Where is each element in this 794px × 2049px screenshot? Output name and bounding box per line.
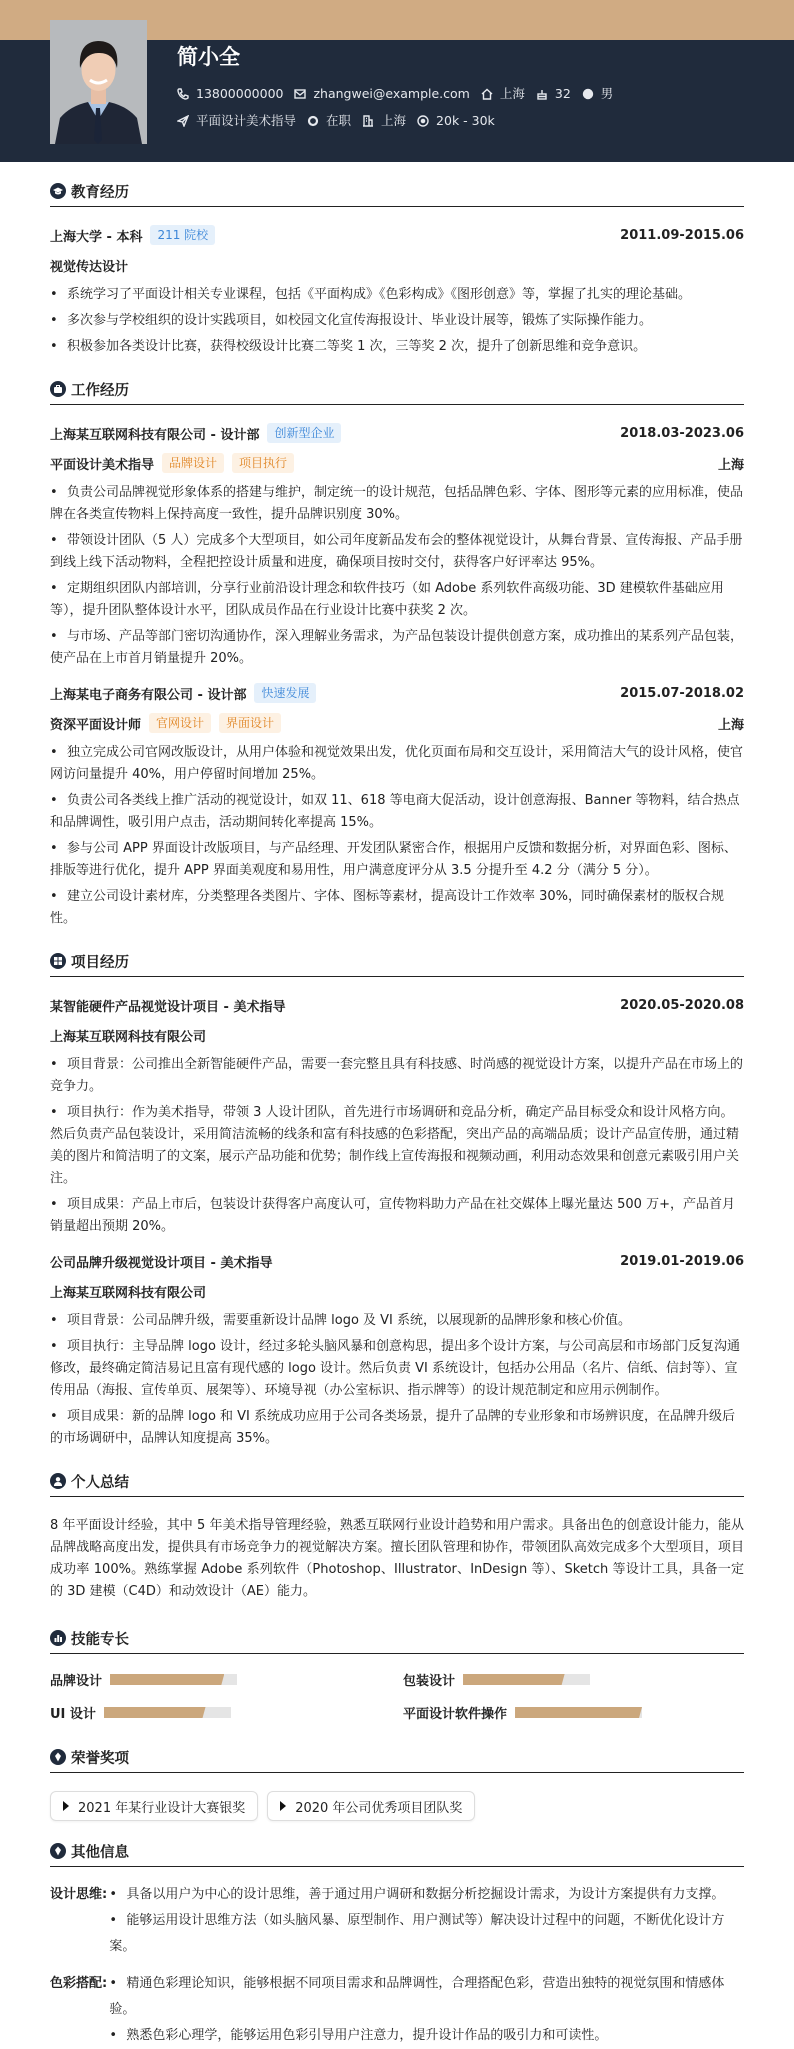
skill-bar-fill: [110, 1674, 224, 1685]
send-icon: [177, 115, 189, 127]
list-item: • 积极参加各类设计比赛，获得校级设计比赛二等奖 1 次，三等奖 2 次，提升了创新思维和竞争意识。: [50, 339, 647, 354]
projects-section: [50, 949, 744, 1450]
building-icon: [362, 115, 374, 127]
work-date: 2015.07-2018.02: [620, 685, 744, 701]
project-header: [50, 990, 744, 1020]
salary-text: 20k - 30k: [436, 113, 495, 128]
school-name: 上海大学 - 本科: [50, 229, 143, 245]
other-section: [50, 1839, 744, 2049]
list-item: • 项目执行：主导品牌 logo 设计，经过多轮头脑风暴和创意构思，提出多个设计方案，与公司高层和市场部门反复沟通修改，最终确定简洁易记且富有现代感的 logo 设计。然后负责 VI 系统设计，包括办公用品（名片、信纸、信封等）、宣传用品（海报、宣传单页、展架等）、环境导视（办公室标识、指示牌等）的设计规范制定和应用示例制作。: [50, 1339, 741, 1398]
status-item: [307, 112, 351, 130]
list-item: • 项目背景：公司推出全新智能硬件产品，需要一套完整且具有科技感、时尚感的视觉设计方案，以提升产品在市场上的竞争力。: [50, 1057, 744, 1094]
skill-tag: 官网设计: [149, 713, 211, 733]
triangle-icon: [280, 1801, 286, 1811]
award-chip: 2021 年某行业设计大赛银奖: [50, 1791, 258, 1821]
profile-photo: [50, 20, 147, 144]
gender-item: [582, 85, 614, 103]
job-item: [177, 112, 296, 130]
salary-item: [417, 112, 495, 130]
skill-tag: 项目执行: [232, 453, 294, 473]
skill-tag: 界面设计: [219, 713, 281, 733]
skill-item: 品牌设计: [50, 1668, 403, 1691]
project-header: [50, 1246, 744, 1276]
user-icon: [50, 1473, 66, 1489]
list-item: • 带领设计团队（5 人）完成多个大型项目，如公司年度新品发布会的整体视觉设计，从舞台背景、宣传海报、产品手册到线上线下活动物料，全程把控设计质量和进度，确保项目按时交付，获得客户好评率达 95%。: [50, 533, 743, 570]
section-title: 项目经历: [50, 949, 744, 977]
work-bullets: [50, 742, 744, 930]
education-bullets: [50, 284, 744, 358]
project-title: 公司品牌升级视觉设计项目 - 美术指导: [50, 1255, 273, 1271]
project-title: 某智能硬件产品视觉设计项目 - 美术指导: [50, 999, 286, 1015]
list-item: • 多次参与学校组织的设计实践项目，如校园文化宣传海报设计、毕业设计展等，锻炼了实际操作能力。: [50, 313, 653, 328]
gender-text: 男: [600, 86, 614, 101]
role-name: 平面设计美术指导: [50, 457, 155, 473]
work-city: 上海: [717, 717, 744, 733]
age-text: 32: [554, 86, 571, 101]
skill-item: 平面设计软件操作: [403, 1701, 744, 1724]
job-text: 平面设计美术指导: [196, 113, 297, 128]
briefcase-icon: [50, 381, 66, 397]
work-city-item: [362, 112, 406, 130]
section-title: 技能专长: [50, 1626, 744, 1654]
age-item: [536, 85, 571, 103]
work-section: [50, 377, 744, 930]
education-section: [50, 179, 744, 358]
skill-bar-fill: [515, 1707, 642, 1718]
job-row: [177, 112, 506, 130]
list-item: • 独立完成公司官网改版设计，从用户体验和视觉效果出发，优化页面布局和交互设计，采用简洁大气的设计风格，使官网访问量提升 40%，用户停留时间增加 25%。: [50, 745, 744, 782]
skill-bar: [110, 1674, 237, 1685]
project-date: 2020.05-2020.08: [620, 997, 744, 1013]
education-date: 2011.09-2015.06: [620, 227, 744, 243]
other-group: 色彩搭配: • 精通色彩理论知识，能够根据不同项目需求和品牌调性，合理搭配色彩，营造出独特的视觉氛围和情感体验。 • 熟悉色彩心理学，能够运用色彩引导用户注意力，提升设计作品的吸引力和可读性。: [50, 1971, 744, 2049]
cake-icon: [536, 88, 548, 100]
company-name: 上海某互联网科技有限公司 - 设计部: [50, 427, 260, 443]
company-name: 上海某电子商务有限公司 - 设计部: [50, 687, 247, 703]
bar-chart-icon: [50, 1630, 66, 1646]
phone-item: [177, 85, 283, 103]
work-role-row: [50, 708, 744, 738]
project-company: 上海某互联网科技有限公司: [50, 1285, 207, 1301]
list-item: • 负责公司品牌视觉形象体系的搭建与维护，制定统一的设计规范，包括品牌色彩、字体、图形等元素的应用标准，使品牌在各类宣传物料上保持高度一致性，提升品牌识别度 30%。: [50, 485, 744, 522]
skill-item: 包装设计: [403, 1668, 744, 1691]
work-city: 上海: [717, 457, 744, 473]
skills-section: [50, 1626, 744, 1724]
company-tag: 创新型企业: [267, 423, 341, 443]
awards-section: [50, 1745, 744, 1821]
list-item: • 熟悉色彩心理学，能够运用色彩引导用户注意力，提升设计作品的吸引力和可读性。: [109, 2028, 608, 2043]
skill-bar-fill: [104, 1707, 206, 1718]
section-title: 工作经历: [50, 377, 744, 405]
summary-text: 8 年平面设计经验，其中 5 年美术指导管理经验，熟悉互联网行业设计趋势和用户需求。具备出色的创意设计能力，能从品牌战略高度出发，提供具有市场竞争力的视觉解决方案。擅长团队管理和协作，带领团队高效完成多个大型项目，项目成功率 100%。熟练掌握 Adobe 系列软件（Photoshop、Illustrator、InDesign 等）、Sketch 等设计工具，具备一定的 3D 建模（C4D）和动效设计（AE）能力。: [50, 1518, 744, 1599]
list-item: • 定期组织团队内部培训，分享行业前沿设计理念和软件技巧（如 Adobe 系列软件高级功能、3D 建模软件基础应用等），提升团队整体设计水平，团队成员作品在行业设计比赛中获奖 2 次。: [50, 581, 724, 618]
skill-bar: [515, 1707, 642, 1718]
list-item: • 能够运用设计思维方法（如头脑风暴、原型制作、用户测试等）解决设计过程中的问题，不断优化设计方案。: [109, 1913, 725, 1954]
company-tag: 快速发展: [254, 683, 316, 703]
gender-icon: [582, 88, 594, 100]
work-entry-header: [50, 678, 744, 708]
skills-grid: [50, 1668, 744, 1724]
resume-header: [0, 0, 794, 162]
list-item: • 系统学习了平面设计相关专业课程，包括《平面构成》《色彩构成》《图形创意》等，掌握了扎实的理论基础。: [50, 287, 692, 302]
section-title: 个人总结: [50, 1469, 744, 1497]
project-date: 2019.01-2019.06: [620, 1253, 744, 1269]
list-item: • 参与公司 APP 界面设计改版项目，与产品经理、开发团队紧密合作，根据用户反馈和数据分析，对界面色彩、图标、排版等进行优化，提升 APP 界面美观度和易用性，用户满意度评分从 3.5 分提升至 4.2 分（满分 5 分）。: [50, 841, 737, 878]
mail-icon: [294, 88, 306, 100]
list-item: • 建立公司设计素材库，分类整理各类图片、字体、图标等素材，提高设计工作效率 30%，同时确保素材的版权合规性。: [50, 889, 725, 926]
skill-tag: 品牌设计: [162, 453, 224, 473]
list-item: • 项目执行：作为美术指导，带领 3 人设计团队，首先进行市场调研和竞品分析，确定产品目标受众和设计风格方向。然后负责产品包装设计，采用简洁流畅的线条和富有科技感的色彩搭配，突出产品的高端品质；设计产品宣传册，通过精美的图片和简洁明了的文案，展示产品功能和优势；制作线上宣传海报和视频动画，利用动态效果和创意元素吸引用户关注。: [50, 1105, 740, 1186]
home-icon: [481, 88, 493, 100]
section-title: 荣誉奖项: [50, 1745, 744, 1773]
award-icon: [50, 1749, 66, 1765]
list-item: • 项目成果：产品上市后，包装设计获得客户高度认可，宣传物料助力产品在社交媒体上曝光量达 500 万+，产品首月销量超出预期 20%。: [50, 1197, 735, 1234]
status-icon: [307, 115, 319, 127]
list-item: • 负责公司各类线上推广活动的视觉设计，如双 11、618 等电商大促活动，设计创意海报、Banner 等物料，结合热点和品牌调性，吸引用户点击，活动期间转化率提高 15%。: [50, 793, 740, 830]
other-info: [50, 1882, 744, 2049]
role-name: 资深平面设计师: [50, 717, 142, 733]
section-title: 其他信息: [50, 1839, 744, 1867]
list-item: • 项目成果：新的品牌 logo 和 VI 系统成功应用于公司各类场景，提升了品牌的专业形象和市场辨识度，在品牌升级后的市场调研中，品牌认知度提高 35%。: [50, 1409, 736, 1446]
skill-item: UI 设计: [50, 1701, 403, 1724]
status-text: 在职: [326, 113, 352, 128]
email-text: zhangwei@example.com: [313, 86, 470, 101]
work-date: 2018.03-2023.06: [620, 425, 744, 441]
skill-bar: [463, 1674, 590, 1685]
project-bullets: [50, 1054, 744, 1238]
award-chip: 2020 年公司优秀项目团队奖: [267, 1791, 475, 1821]
email-item: [294, 85, 469, 103]
skill-bar-fill: [463, 1674, 565, 1685]
awards-list: [50, 1791, 744, 1821]
grid-icon: [50, 953, 66, 969]
city-item: [481, 85, 525, 103]
section-title: 教育经历: [50, 179, 744, 207]
candidate-name: 简小全: [177, 45, 240, 69]
phone-text: 13800000000: [196, 86, 284, 101]
salary-icon: [417, 115, 429, 127]
list-item: • 与市场、产品等部门密切沟通协作，深入理解业务需求，为产品包装设计提供创意方案，成功推出的某系列产品包装，使产品在上市首月销量提升 20%。: [50, 629, 744, 666]
project-company: 上海某互联网科技有限公司: [50, 1029, 207, 1045]
work-city-text: 上海: [381, 113, 407, 128]
work-entry-header: [50, 418, 744, 448]
other-group: 设计思维: • 具备以用户为中心的设计思维，善于通过用户调研和数据分析挖掘设计需求，为设计方案提供有力支撑。 • 能够运用设计思维方法（如头脑风暴、原型制作、用户测试等）解决设计过程中的问题，不断优化设计方案。: [50, 1882, 744, 1960]
summary-section: [50, 1469, 744, 1603]
work-role-row: [50, 448, 744, 478]
triangle-icon: [63, 1801, 69, 1811]
education-entry-header: [50, 220, 744, 250]
contact-row: [177, 85, 624, 103]
project-bullets: [50, 1310, 744, 1450]
education-major: 视觉传达设计: [50, 259, 129, 275]
list-item: • 具备以用户为中心的设计思维，善于通过用户调研和数据分析挖掘设计需求，为设计方案提供有力支撑。: [109, 1887, 725, 1902]
school-tag: 211 院校: [150, 225, 215, 245]
list-item: • 项目背景：公司品牌升级，需要重新设计品牌 logo 及 VI 系统，以展现新的品牌形象和核心价值。: [50, 1313, 632, 1328]
info-icon: [50, 1843, 66, 1859]
graduation-cap-icon: [50, 183, 66, 199]
phone-icon: [177, 88, 189, 100]
list-item: • 精通色彩理论知识，能够根据不同项目需求和品牌调性，合理搭配色彩，营造出独特的视觉氛围和情感体验。: [109, 1976, 725, 2017]
work-bullets: [50, 482, 744, 670]
skill-bar: [104, 1707, 231, 1718]
city-text: 上海: [499, 86, 525, 101]
